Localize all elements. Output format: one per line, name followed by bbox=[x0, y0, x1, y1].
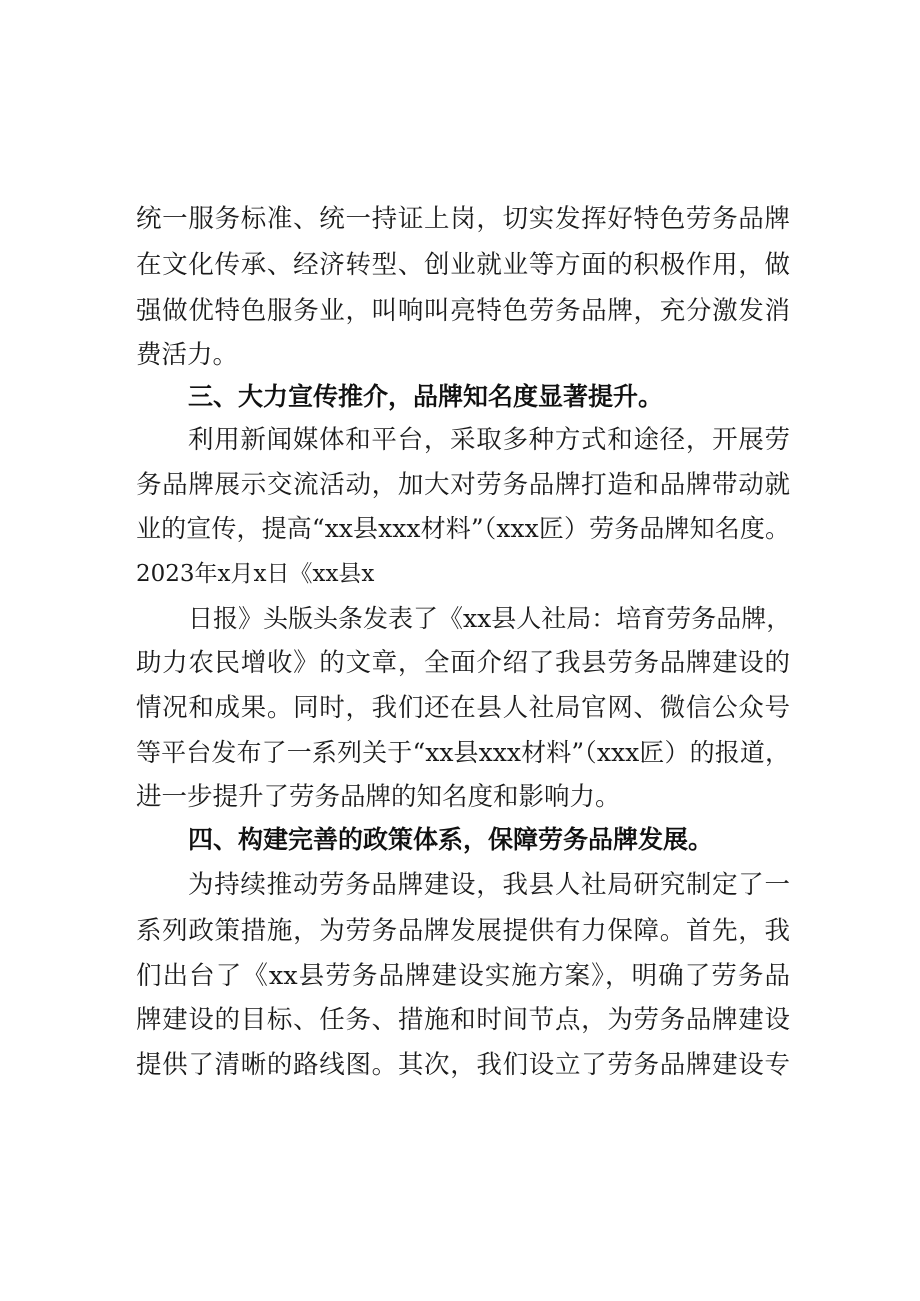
paragraph-line: 情况和成果。同时，我们还在县人社局官网、微信公众号 bbox=[136, 693, 790, 723]
paragraph-line: 为持续推动劳务品牌建设，我县人社局研究制定了一 bbox=[188, 870, 790, 900]
paragraph-line: 日报》头版头条发表了《xx县人社局：培育劳务品牌， bbox=[188, 604, 792, 633]
paragraph-line: 费活力。 bbox=[136, 340, 239, 370]
paragraph-line: 系列政策措施，为劳务品牌发展提供有力保障。首先，我 bbox=[136, 916, 790, 946]
paragraph-line: 进一步提升了劳务品牌的知名度和影响力。 bbox=[136, 782, 621, 812]
paragraph-line: 等平台发布了一系列关于“xx县xxx材料”（xxx匠）的报道， bbox=[136, 738, 790, 767]
paragraph-line: 牌建设的目标、任务、措施和时间节点，为劳务品牌建设 bbox=[136, 1005, 790, 1035]
paragraph-line: 业的宣传，提高“xx县xxx材料”（xxx匠）劳务品牌知名度。 bbox=[136, 514, 790, 543]
paragraph-line: 利用新闻媒体和平台，采取多种方式和途径，开展劳 bbox=[188, 425, 790, 455]
paragraph-line: 统一服务标准、统一持证上岗，切实发挥好特色劳务品牌 bbox=[136, 204, 790, 234]
paragraph-line: 务品牌展示交流活动，加大对劳务品牌打造和品牌带动就 bbox=[136, 470, 790, 500]
paragraph-line: 们出台了《xx县劳务品牌建设实施方案》，明确了劳务品 bbox=[136, 961, 790, 991]
paragraph-line: 在文化传承、经济转型、创业就业等方面的积极作用，做 bbox=[136, 250, 790, 280]
paragraph-line: 强做优特色服务业，叫响叫亮特色劳务品牌，充分激发消 bbox=[136, 296, 790, 326]
section-heading-3: 三、大力宣传推介，品牌知名度显著提升。 bbox=[188, 382, 664, 411]
paragraph-line: 2023年x月x日《xx县x bbox=[136, 561, 375, 587]
paragraph-line: 助力农民增收》的文章，全面介绍了我县劳务品牌建设的 bbox=[136, 648, 790, 678]
section-heading-4: 四、构建完善的政策体系，保障劳务品牌发展。 bbox=[188, 825, 714, 854]
paragraph-line: 提供了清晰的路线图。其次，我们设立了劳务品牌建设专 bbox=[136, 1050, 790, 1080]
